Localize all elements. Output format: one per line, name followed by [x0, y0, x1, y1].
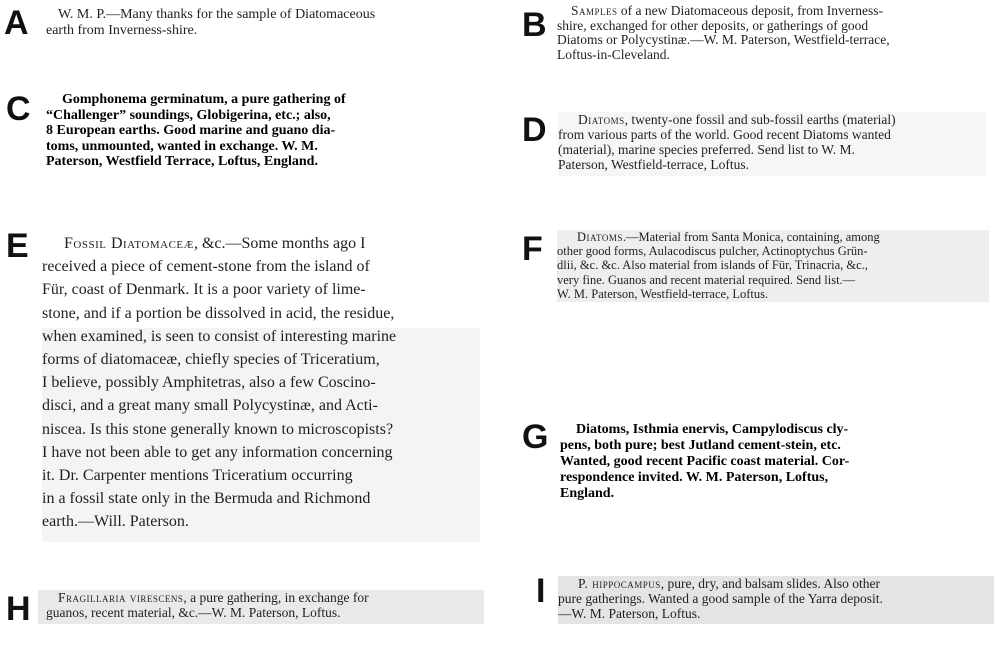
text-line: toms, unmounted, wanted in exchange. W. M. [46, 138, 318, 154]
panel-label-a: A [4, 4, 29, 42]
text-line: respondence invited. W. M. Paterson, Loftus, [560, 470, 829, 485]
text-line: I believe, possibly Amphitetras, also a few Coscino- [42, 374, 376, 392]
text-line: received a piece of cement-stone from the island of [42, 258, 370, 276]
text-line: Für, coast of Denmark. It is a poor variety of lime- [42, 281, 366, 299]
text-line: dlii, &c. &c. Also material from islands of Für, Trinacria, &c., [557, 258, 868, 273]
text-line: 8 European earths. Good marine and guano dia- [46, 123, 336, 138]
clipping-text-a [46, 7, 466, 39]
clipping-text-d [558, 112, 986, 176]
text-line: Samples of a new Diatomaceous deposit, from Inverness- [571, 4, 883, 18]
panel-label-b: B [522, 6, 547, 44]
text-line: stone, and if a portion be dissolved in acid, the residue, [42, 304, 395, 322]
clipping-text-h [38, 590, 484, 624]
panel-label-i: I [536, 572, 546, 610]
text-line: earth from Inverness-shire. [46, 23, 198, 38]
text-line: pure gatherings. Wanted a good sample of the Yarra deposit. [558, 591, 883, 606]
text-line: shire, exchanged for other deposits, or gatherings of good [557, 17, 869, 33]
clipping-text-i [558, 576, 994, 624]
text-line: disci, and a great many small Polycystinæ, and Acti- [42, 397, 378, 415]
clipping-text-f [557, 230, 989, 302]
text-line: from various parts of the world. Good recent Diatoms wanted [558, 127, 891, 142]
text-line: Loftus-in-Cleveland. [557, 46, 670, 62]
text-line: Fragillaria virescens, a pure gathering, in exchange for [58, 590, 369, 605]
text-line: Fossil Diatomaceæ, &c.—Some months ago I [64, 235, 366, 252]
panel-label-g: G [522, 418, 549, 456]
text-line: Diatoms, twenty-one fossil and sub-fossil earths (material) [578, 112, 896, 127]
text-line: niscea. Is this stone generally known to microscopists? [42, 420, 394, 438]
text-line: very fine. Guanos and recent material required. Send list.— [557, 272, 856, 287]
text-line: Diatoms or Polycystinæ.—W. M. Paterson, Westfield-terrace, [557, 32, 890, 47]
text-line: Diatoms, Isthmia enervis, Campylodiscus cly- [576, 422, 849, 437]
text-line: Gomphonema germinatum, a pure gathering of [62, 92, 346, 107]
panel-label-h: H [6, 590, 31, 628]
clipping-text-g [560, 422, 980, 502]
text-line: Diatoms.—Material from Santa Monica, containing, among [577, 230, 880, 244]
text-line: W. M. P.—Many thanks for the sample of Diatomaceous [58, 7, 376, 22]
panel-label-f: F [522, 230, 543, 268]
clipping-text-b [557, 4, 987, 62]
text-line: Paterson, Westfield Terrace, Loftus, England. [46, 154, 318, 169]
panel-label-d: D [522, 111, 547, 149]
text-line: other good forms, Aulacodiscus pulcher, Actinoptychus Grün- [557, 244, 868, 259]
text-line: —W. M. Paterson, Loftus. [558, 606, 701, 621]
text-line: (material), marine species preferred. Send list to W. M. [558, 142, 855, 157]
text-line: “Challenger” soundings, Globigerina, etc.; also, [46, 107, 331, 123]
text-line: in a fossil state only in the Bermuda and Richmond [42, 490, 371, 508]
panel-label-c: C [6, 90, 31, 128]
text-line: when examined, is seen to consist of interesting marine [42, 327, 397, 345]
text-line: Wanted, good recent Pacific coast material. Cor- [560, 454, 850, 469]
text-line: forms of diatomaceæ, chiefly species of Triceratium, [42, 351, 380, 369]
text-line: W. M. Paterson, Westfield-terrace, Loftus. [557, 286, 769, 301]
text-line: I have not been able to get any information concerning [42, 443, 393, 461]
text-line: Paterson, Westfield-terrace, Loftus. [558, 157, 749, 172]
text-line: England. [560, 486, 615, 501]
text-line: P. hippocampus, pure, dry, and balsam slides. Also other [578, 576, 881, 591]
text-line: pens, both pure; best Jutland cement-stein, etc. [560, 438, 841, 453]
clipping-text-e [42, 232, 480, 542]
text-line: guanos, recent material, &c.—W. M. Paterson, Loftus. [46, 605, 341, 620]
text-line: it. Dr. Carpenter mentions Triceratium occurring [42, 467, 353, 485]
panel-label-e: E [6, 227, 29, 265]
text-line: earth.—Will. Paterson. [42, 513, 189, 531]
clipping-text-c [46, 92, 466, 170]
